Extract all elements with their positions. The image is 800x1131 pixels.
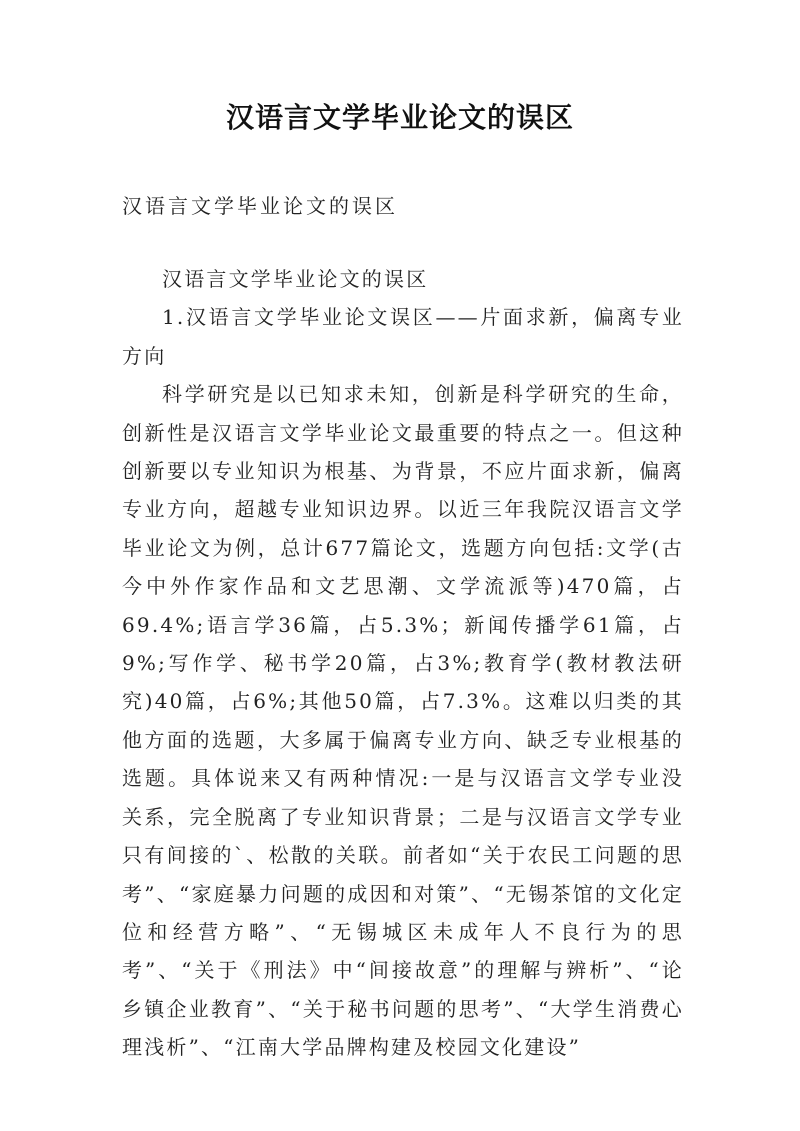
paragraph-section-heading: 1.汉语言文学毕业论文误区——片面求新，偏离专业方向 [122,305,684,368]
paragraph-heading: 汉语言文学毕业论文的误区 [162,267,429,291]
document-title: 汉语言文学毕业论文的误区 [225,101,574,134]
paragraph-body: 科学研究是以已知求未知，创新是科学研究的生命，创新性是汉语言文学毕业论文最重要的特点之一。但这种创新要以专业知识为根基、为背景，不应片面求新，偏离专业方向，超越专业知识边界。以近三年我院汉语言文学毕业论文为例，总计677篇论文，选题方向包括:文学(古今中外作家作品和文艺思潮、文学流派等)470篇，占69.4%;语言学36篇，占5.3%；新闻传播学61篇，占9%;写作学、秘书学20篇，占3%;教育学(教材教法研究)40篇，占6%;其他50篇，占7.3%。这难以归类的其他方面的选题，大多属于偏离专业方向、缺乏专业根基的选题。具体说来又有两种情况:一是与汉语言文学专业没关系，完全脱离了专业知识背景；二是与汉语言文学专业只有间接的`、松散的关联。前者如“关于农民工问题的思考”、“家庭暴力问题的成因和对策”、“无锡茶馆的文化定位和经营方略”、“无锡城区未成年人不良行为的思考”、“关于《刑法》中“间接故意”的理解与辨析”、“论乡镇企业教育”、“关于秘书问题的思考”、“大学生消费心理浅析”、“江南大学品牌构建及校园文化建设” [122,382,684,1060]
document-body [122,260,684,1067]
document-subtitle: 汉语言文学毕业论文的误区 [122,194,398,218]
